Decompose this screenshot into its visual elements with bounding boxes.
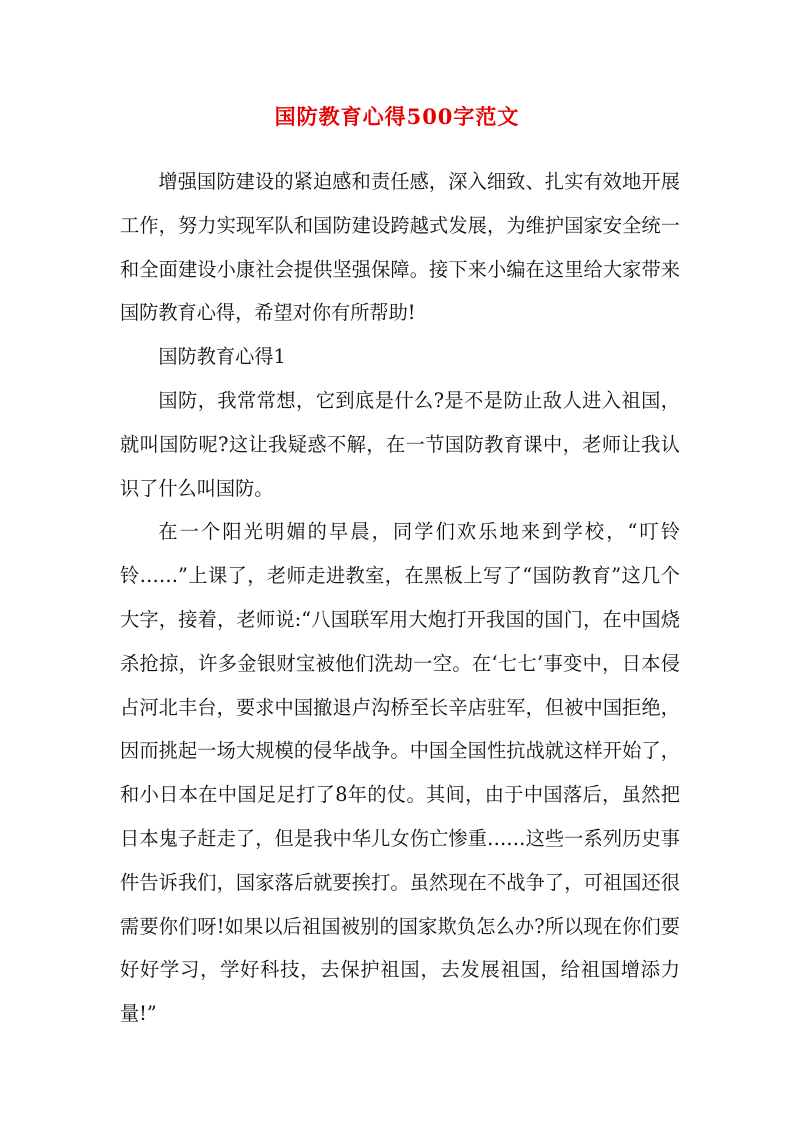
intro-paragraph: 增强国防建设的紧迫感和责任感，深入细致、扎实有效地开展工作，努力实现军队和国防建设跨越式发展，为维护国家安全统一和全面建设小康社会提供坚强保障。接下来小编在这里给大家带来国防教育心得，希望对你有所帮助! bbox=[120, 170, 680, 325]
body-paragraph: 国防，我常常想，它到底是什么?是不是防止敌人进入祖国，就叫国防呢?这让我疑惑不解，在一节国防教育课中，老师让我认识了什么叫国防。 bbox=[120, 388, 680, 500]
section-heading: 国防教育心得1 bbox=[158, 345, 286, 369]
body-paragraph: 在一个阳光明媚的早晨，同学们欢乐地来到学校，“叮铃铃……”上课了，老师走进教室，在黑板上写了“国防教育”这几个大字，接着，老师说:“八国联军用大炮打开我国的国门，在中国烧杀抢掠，许多金银财宝被他们洗劫一空。在‘七七’事变中，日本侵占河北丰台，要求中国撤退卢沟桥至长辛店驻军，但被中国拒绝，因而挑起一场大规模的侵华战争。中国全国性抗战就这样开始了，和小日本在中国足足打了8年的仗。其间，由于中国落后，虽然把日本鬼子赶走了，但是我中华儿女伤亡惨重……这些一系列历史事件告诉我们，国家落后就要挨打。虽然现在不战争了，可祖国还很需要你们呀!如果以后祖国被别的国家欺负怎么办?所以现在你们要好好学习，学好科技，去保护祖国，去发展祖国，给祖国增添力量!” bbox=[120, 520, 680, 1026]
page-title: 国防教育心得500字范文 bbox=[274, 104, 520, 129]
document-body bbox=[120, 160, 680, 1036]
